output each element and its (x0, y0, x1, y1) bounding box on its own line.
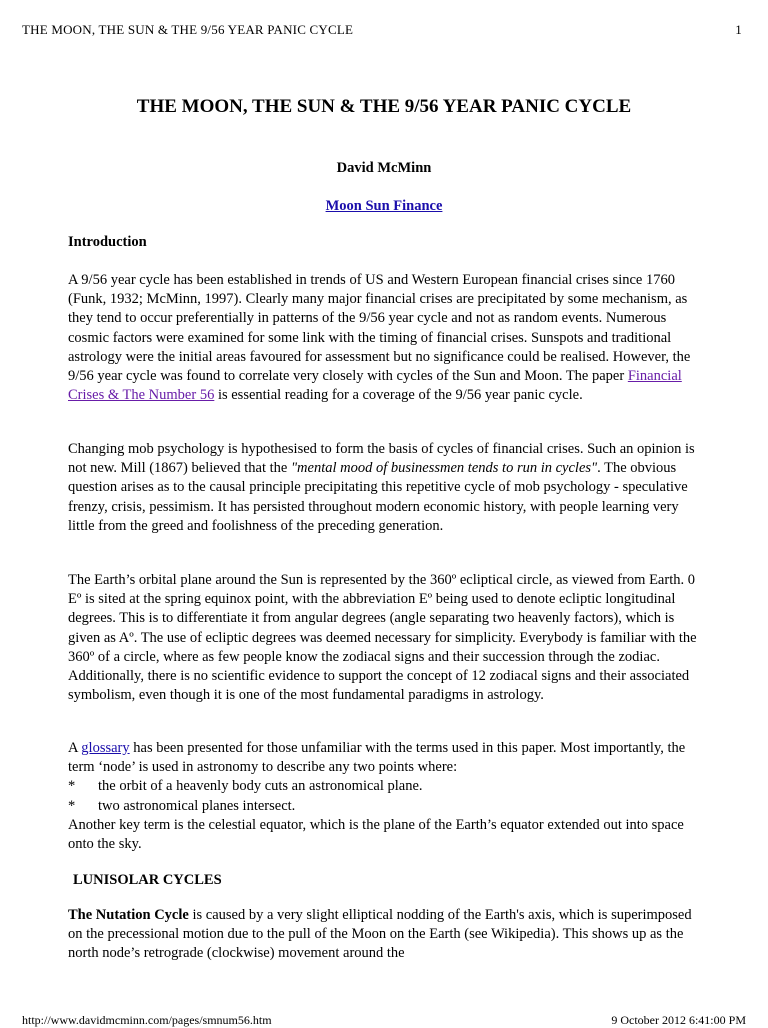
financial-crises-link[interactable]: Financial Crises & The Number 56 (68, 368, 682, 404)
paragraph-5: The Nutation Cycle is caused by a very slight elliptical nodding of the Earth's axis, which is superimposed on the precessional motion due to the pull of the Moon on the Earth (see Wikipedia). This shows up as the north node’s retrograde (clockwise) movement around the (68, 907, 692, 962)
paragraph-4-tail: Another key term is the celestial equator, which is the plane of the Earth’s equator extended out into space onto the sky. (68, 816, 684, 853)
section-heading: LUNISOLAR CYCLES (73, 872, 222, 888)
page-number: 1 (735, 22, 742, 37)
intro-heading: Introduction (68, 234, 147, 250)
nutation-cycle-term: The Nutation Cycle (68, 907, 189, 923)
paragraph-1: A 9/56 year cycle has been established in trends of US and Western European financial crises since 1760 (Funk, 1932; McMinn, 1997). Clearly many major financial crises are precipitated by some mechanism, as they tend to occur preferentially in patterns of the 9/56 year cycle and not as random events. Numerous cosmic factors were examined for some link with the timing of financial crises. Sunspots and traditional astrology were the initial areas favoured for assessment but no significance could be realised. However, the 9/56 year cycle was found to correlate very closely with cycles of the Sun and Moon. The paper Financial Crises & The Number 56 is essential reading for a coverage of the 9/56 year panic cycle. (68, 272, 691, 404)
list-item: * the orbit of a heavenly body cuts an astronomical plane. (68, 778, 423, 795)
header-title: THE MOON, THE SUN & THE 9/56 YEAR PANIC CYCLE (22, 22, 354, 37)
footer-datetime: 9 October 2012 6:41:00 PM (611, 1013, 746, 1027)
mill-quote: "mental mood of businessmen tends to run in cycles" (290, 460, 598, 477)
paragraph-4: A glossary has been presented for those unfamiliar with the terms used in this paper. Most importantly, the term ‘node’ is used in astronomy to describe any two points where: * the orbit of a heavenly body cuts an astronomical plane. * two astronomical planes intersect. Another key term is the celestial equator, which is the plane of the Earth’s equator extended out into space onto the sky. (68, 739, 704, 854)
paragraph-2: Changing mob psychology is hypothesised to form the basis of cycles of financial crises. Such an opinion is not new. Mill (1867) believed that the "mental mood of businessmen tends to run in cycles". The obvious question arises as to the causal principle precipitating this repetitive cycle of mob psychology - speculative frenzy, crisis, pessimism. It has persisted throughout modern economic history, with people learning very little from the greed and foolishness of the preceding generation. (68, 441, 695, 534)
footer-url: http://www.davidmcminn.com/pages/smnum56.htm (22, 1013, 272, 1027)
running-header (22, 22, 742, 38)
list-item: * two astronomical planes intersect. (68, 797, 296, 814)
document-title: THE MOON, THE SUN & THE 9/56 YEAR PANIC CYCLE (136, 96, 632, 117)
paragraph-3: The Earth’s orbital plane around the Sun is represented by the 360º ecliptical circle, as viewed from Earth. 0 Eº is sited at the spring equinox point, with the abbreviation Eº being used to denote ecliptic longitudinal degrees. This is to differentiate it from angular degrees (angle separating two heavenly factors), which is given as Aº. The use of ecliptic degrees was deemed necessary for simplicity. Everybody is familiar with the 360º of a circle, where as few people know the zodiacal signs and their succession through the zodiac. Additionally, there is no scientific evidence to support the concept of 12 zodiacal signs and their associated symbolism, even though it is one of the most fundamental paradigms in astrology. (68, 572, 697, 704)
page-footer (22, 1013, 746, 1028)
glossary-link[interactable]: glossary (81, 740, 130, 756)
moon-sun-finance-link[interactable]: Moon Sun Finance (325, 198, 443, 214)
author-name: David McMinn (336, 160, 432, 176)
